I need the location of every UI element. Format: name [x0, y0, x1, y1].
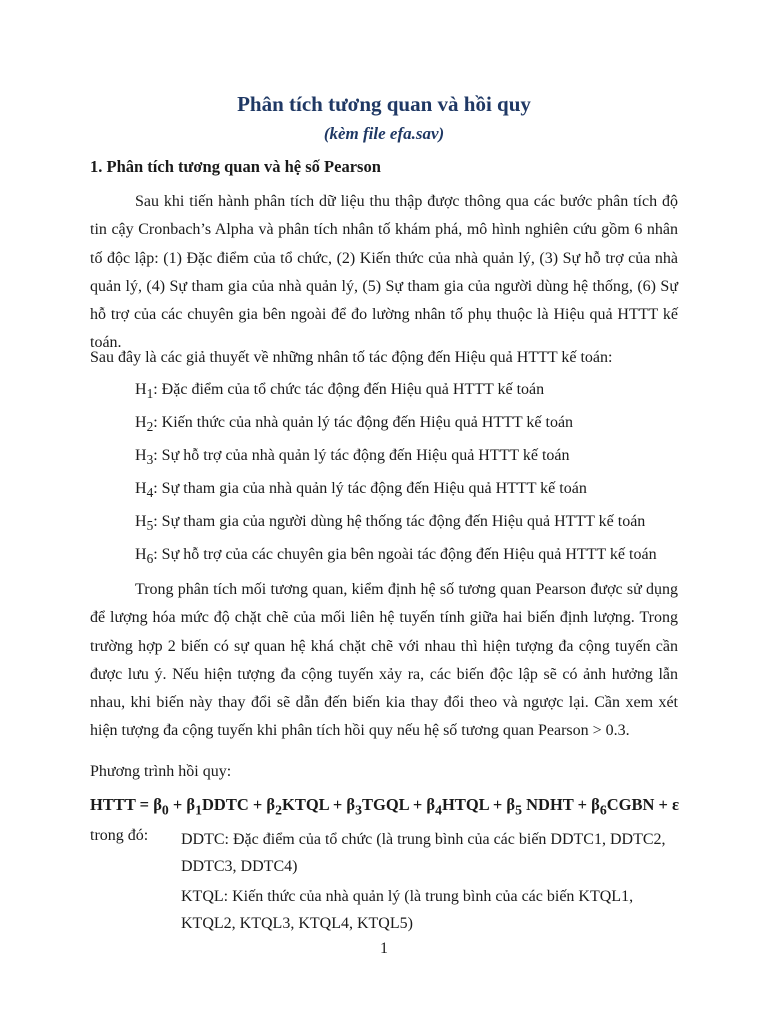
paragraph-correlation	[90, 576, 678, 746]
equation-text: DDTC + β	[202, 795, 276, 814]
hypothesis-item	[135, 480, 587, 501]
hypothesis-text: : Sự tham gia của người dùng hệ thống tác động đến Hiệu quả HTTT kế toán	[153, 513, 646, 530]
equation-subscript: 0	[161, 802, 169, 818]
document-subtitle: (kèm file efa.sav)	[323, 124, 445, 143]
paragraph-intro-text: Sau khi tiến hành phân tích dữ liệu thu thập được thông qua các bước phân tích độ tin cậy Cronbach’s Alpha và phân tích nhân tố khám phá, mô hình nghiên cứu gồm 6 nhân tố độc lập: (1) Đặc điểm của tổ chức, (2) Kiến thức của nhà quản lý, (3) Sự hỗ trợ của nhà quản lý, (4) Sự tham gia của nhà quản lý, (5) Sự tham gia của người dùng hệ thống, (6) Sự hỗ trợ của các chuyên gia bên ngoài để đo lường nhân tố phụ thuộc là Hiệu quả HTTT kế toán.	[90, 193, 678, 352]
definition-ddtc: DDTC: Đặc điểm của tổ chức (là trung bình của các biến DDTC1, DDTC2, DDTC3, DDTC4)	[181, 831, 666, 875]
equation-text: HTTT = β	[90, 795, 162, 814]
hypothesis-item	[135, 447, 570, 468]
hypothesis-subscript: 6	[146, 551, 154, 567]
regression-equation	[90, 795, 679, 818]
hypothesis-subscript: 2	[146, 419, 154, 435]
hypothesis-subscript: 5	[146, 518, 154, 534]
page-number: 1	[380, 940, 388, 957]
hypothesis-label: H	[135, 414, 147, 431]
hypothesis-item	[135, 414, 573, 435]
hypothesis-text: : Kiến thức của nhà quản lý tác động đến Hiệu quả HTTT kế toán	[153, 414, 574, 431]
equation-intro: Phương trình hồi quy:	[90, 763, 232, 780]
hypothesis-subscript: 4	[146, 485, 154, 501]
hypothesis-item	[135, 381, 544, 402]
equation-text: TGQL + β	[362, 795, 436, 814]
hypothesis-subscript: 3	[146, 452, 154, 468]
hypothesis-item	[135, 546, 657, 567]
hypothesis-label: H	[135, 546, 147, 563]
equation-subscript: 5	[515, 802, 522, 818]
hypothesis-text: : Sự hỗ trợ của nhà quản lý tác động đến Hiệu quả HTTT kế toán	[153, 447, 570, 464]
hypothesis-label: H	[135, 480, 147, 497]
where-label: trong đó:	[90, 827, 149, 844]
equation-subscript: 6	[599, 802, 607, 818]
equation-subscript: 1	[195, 802, 203, 818]
document-title: Phân tích tương quan và hồi quy	[237, 92, 531, 116]
paragraph-intro	[90, 188, 678, 358]
hypothesis-item	[135, 513, 645, 534]
hypothesis-label: H	[135, 513, 147, 530]
section-heading: 1. Phân tích tương quan và hệ số Pearson	[90, 157, 381, 176]
hypothesis-text: : Sự tham gia của nhà quản lý tác động đến Hiệu quả HTTT kế toán	[153, 480, 587, 497]
definition-ktql: KTQL: Kiến thức của nhà quản lý (là trung bình của các biến KTQL1, KTQL2, KTQL3, KTQL4, KTQL5)	[181, 888, 634, 932]
hypothesis-label: H	[135, 447, 147, 464]
equation-text: NDHT + β	[522, 795, 600, 814]
equation-subscript: 4	[435, 802, 442, 818]
equation-text: CGBN + ε	[606, 795, 680, 814]
equation-subscript: 3	[355, 802, 362, 818]
hypothesis-text: : Sự hỗ trợ của các chuyên gia bên ngoài tác động đến Hiệu quả HTTT kế toán	[153, 546, 657, 563]
equation-text: + β	[168, 795, 196, 814]
hypothesis-text: : Đặc điểm của tổ chức tác động đến Hiệu quả HTTT kế toán	[153, 381, 545, 398]
equation-text: HTQL + β	[442, 795, 516, 814]
hypothesis-subscript: 1	[146, 386, 154, 402]
hypothesis-label: H	[135, 381, 147, 398]
hypotheses-intro: Sau đây là các giả thuyết về những nhân tố tác động đến Hiệu quả HTTT kế toán:	[90, 349, 613, 366]
paragraph-correlation-text: Trong phân tích mối tương quan, kiểm định hệ số tương quan Pearson được sử dụng để lượng hóa mức độ chặt chẽ của mối liên hệ tuyến tính giữa hai biến định lượng. Trong trường hợp 2 biến có sự quan hệ khá chặt chẽ với nhau thì hiện tượng đa cộng tuyến cần được lưu ý. Nếu hiện tượng đa cộng tuyến xảy ra, các biến độc lập sẽ có ảnh hưởng lẫn nhau, khi biến này thay đổi sẽ dẫn đến biến kia thay đổi theo và ngược lại. Cần xem xét hiện tượng đa cộng tuyến khi phân tích hồi quy nếu hệ số tương quan Pearson > 0.3.	[90, 581, 678, 740]
equation-text: KTQL + β	[282, 795, 356, 814]
equation-subscript: 2	[275, 802, 282, 818]
